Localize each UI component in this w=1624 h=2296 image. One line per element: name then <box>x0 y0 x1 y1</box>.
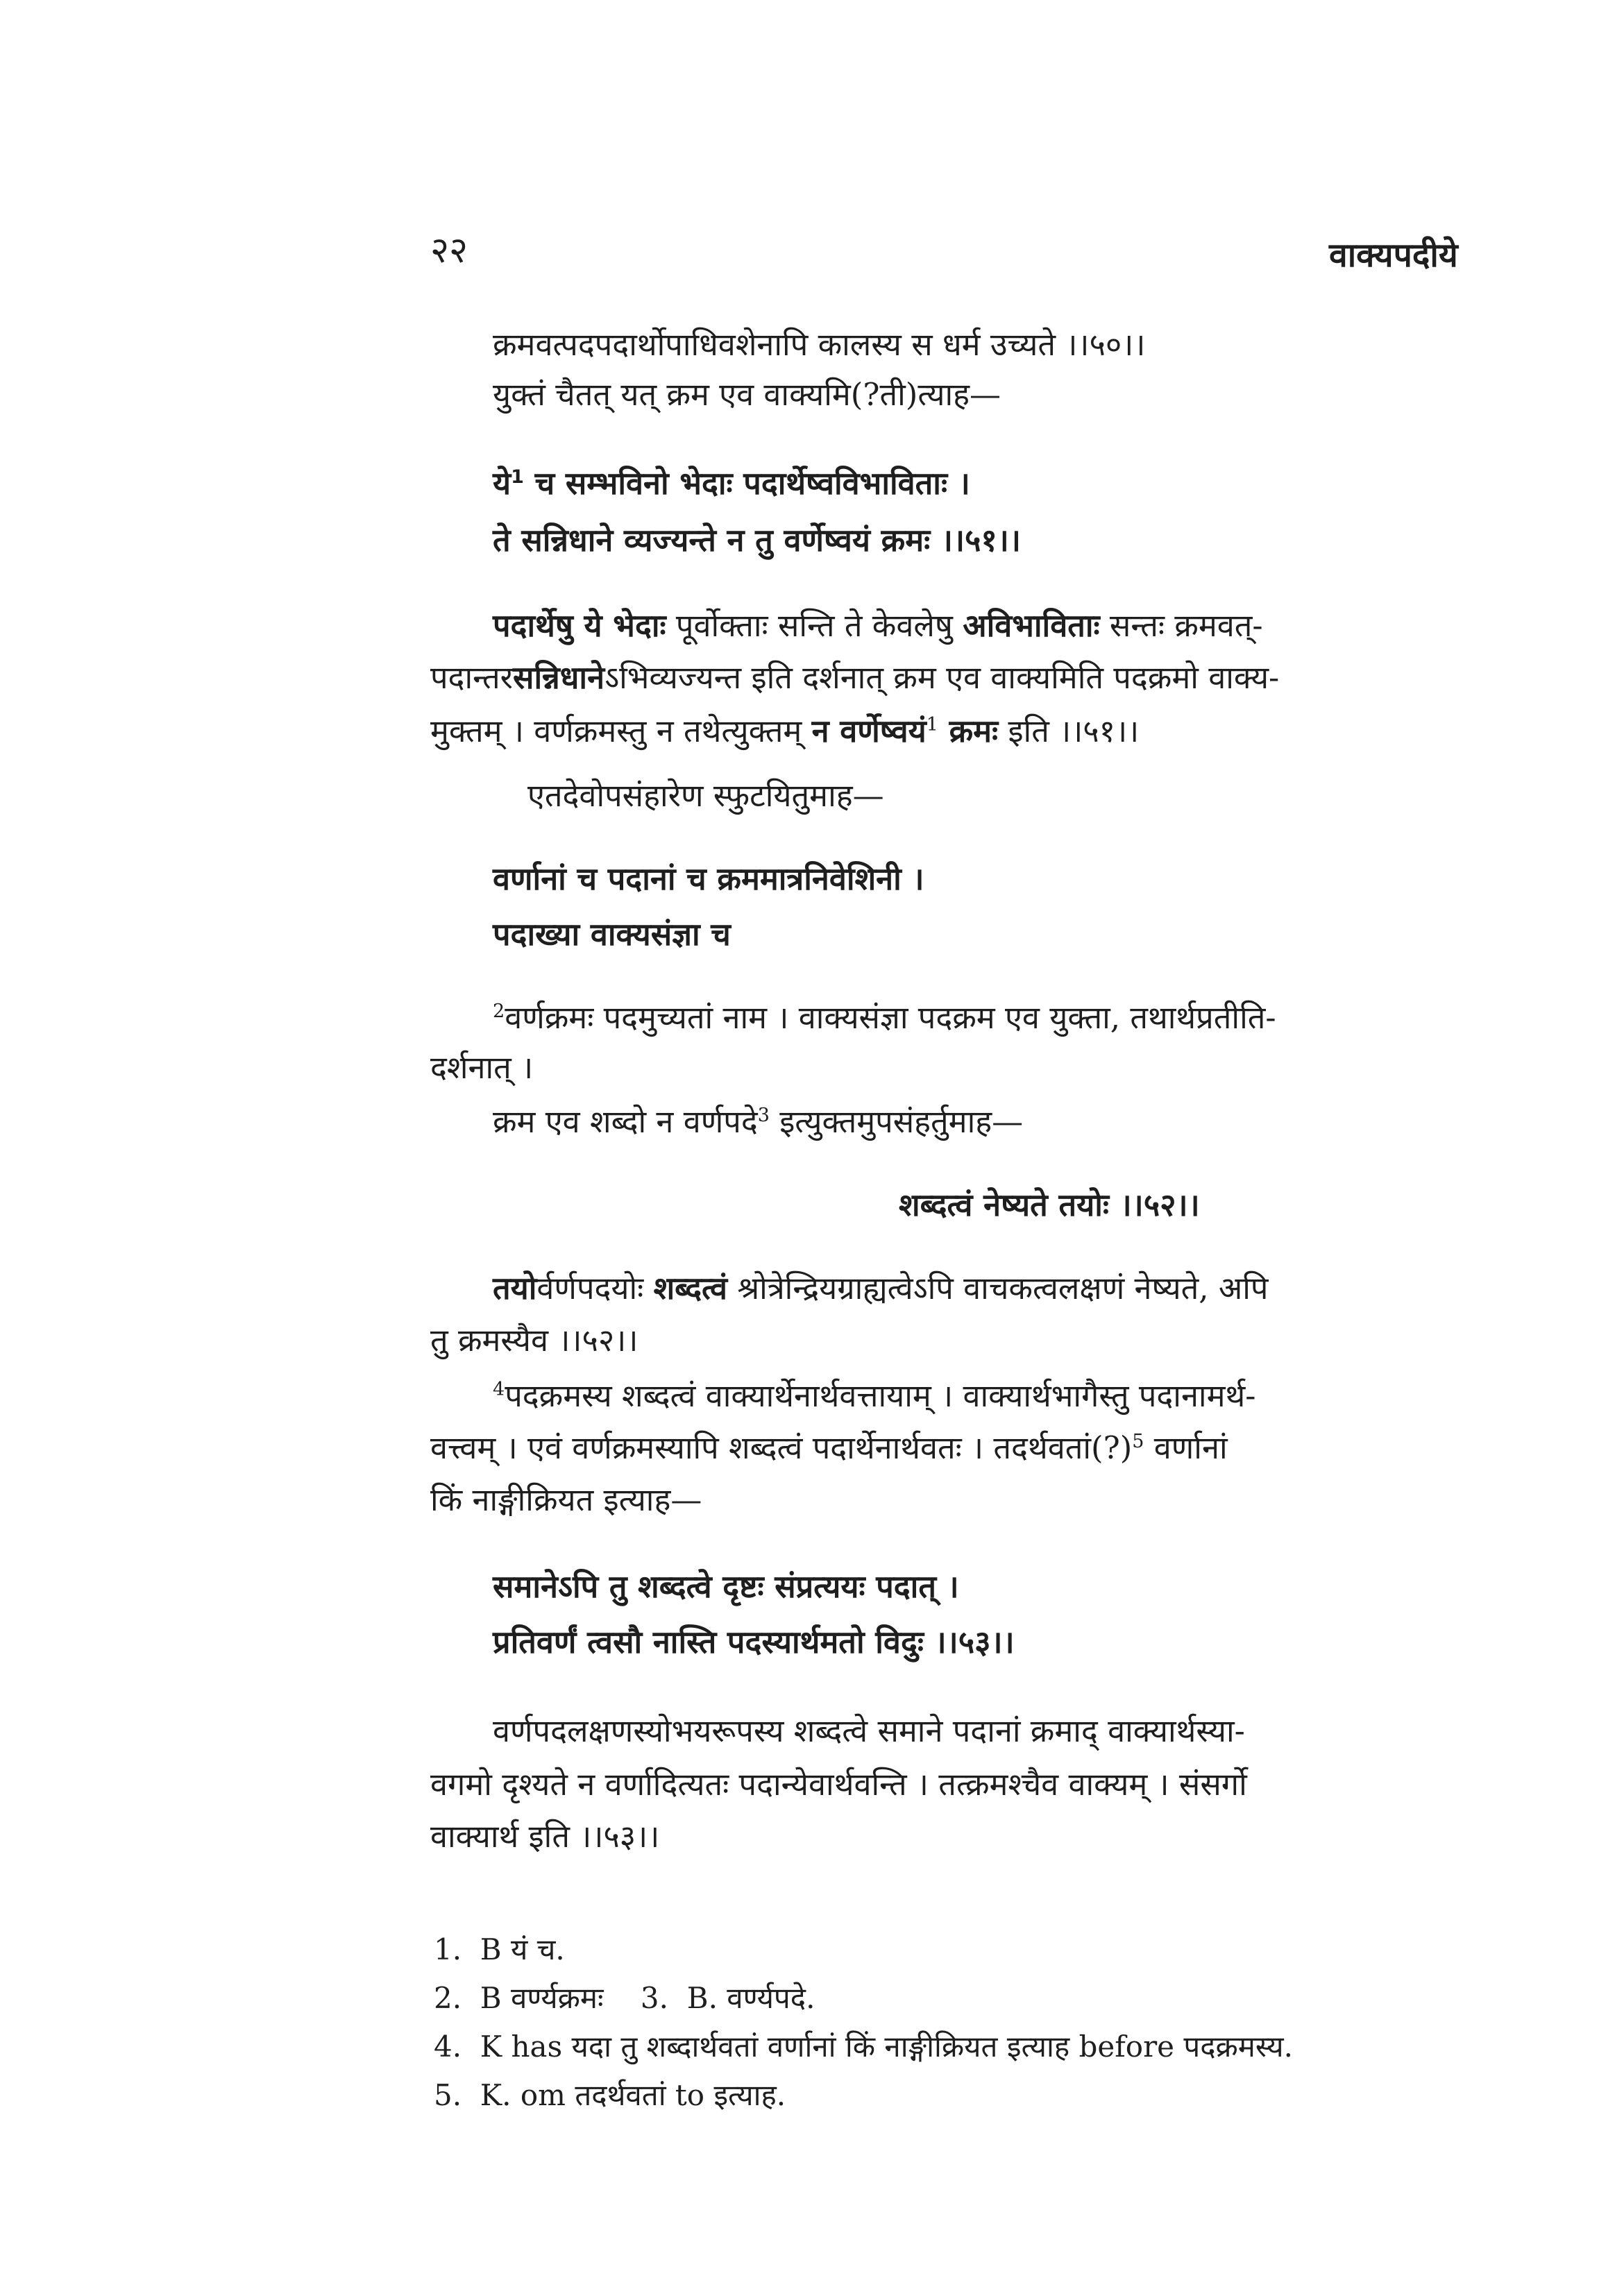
commentary-text: मुक्तम् । वर्णक्रमस्तु न तथेत्युक्तम् <box>430 713 812 749</box>
verse-line: शब्दत्वं नेष्यते तयोः ।।५२।। <box>899 1187 1200 1223</box>
bold-term: अविभाविताः <box>963 607 1100 644</box>
footnote-marker: 2 <box>493 1001 505 1022</box>
footnote-marker: 1 <box>511 466 524 488</box>
footnote <box>434 1932 565 1967</box>
text-line: एतदेवोपसंहारेण स्फुटयितुमाह— <box>527 777 884 814</box>
footnote-text: K has यदा तु शब्दार्थवतां वर्णानां किं नाङ्गीक्रियत इत्याह before पदक्रमस्य. <box>480 2030 1293 2064</box>
verse-text: ये <box>493 465 511 502</box>
commentary-line <box>430 1429 1228 1467</box>
commentary-line <box>493 607 1263 645</box>
footnote-marker: 3 <box>757 1105 770 1126</box>
footnote-marker: 4 <box>493 1379 505 1400</box>
verse-line: प्रतिवर्णं त्वसौ नास्ति पदस्यार्थमतो विदुः ।।५३।। <box>493 1624 1015 1660</box>
commentary-line <box>493 999 1276 1037</box>
text-line: युक्तं चैतत् यत् क्रम एव वाक्यमि(?ती)त्याह— <box>493 376 1001 413</box>
verse-line <box>493 465 970 502</box>
commentary-line <box>430 659 1279 697</box>
commentary-text: क्रम एव शब्दो न वर्णपदे <box>493 1103 758 1140</box>
page-number: २२ <box>430 230 468 271</box>
commentary-line <box>493 1377 1255 1415</box>
footnote-marker: 5 <box>1132 1431 1144 1452</box>
footnote-number: 3. <box>640 1981 668 2015</box>
bold-term: क्रमः <box>938 713 999 749</box>
commentary-line <box>493 1270 1268 1307</box>
commentary-text: इत्युक्तमुपसंहर्तुमाह— <box>769 1103 1024 1140</box>
footnote-text: B यं च. <box>480 1932 565 1966</box>
footnote-number: 1. <box>434 1932 462 1966</box>
verse-line: ते सन्निधाने व्यज्यन्ते न तु वर्णेष्वयं क्रमः ।।५१।। <box>493 522 1021 559</box>
verse-text: च सम्भविनो भेदाः पदार्थेष्वविभाविताः । <box>523 465 970 502</box>
running-title: वाक्यपदीये <box>1329 236 1458 275</box>
bold-term: न वर्णेष्वयं <box>811 713 927 749</box>
commentary-text: वर्णक्रमः पदमुच्यतां नाम । वाक्यसंज्ञा पदक्रम एव युक्ता, तथार्थप्रतीति- <box>505 999 1276 1036</box>
footnote-marker: 1 <box>926 714 938 735</box>
verse-line: वर्णानां च पदानां च क्रममात्रनिवेशिनी । <box>493 860 924 897</box>
bold-term: पदार्थेषु ये भेदाः <box>493 607 666 644</box>
footnote-text: K. om तदर्थवतां to इत्याह. <box>480 2078 786 2112</box>
footnote-number: 5. <box>434 2078 462 2112</box>
bold-term: शब्दत्वं <box>653 1270 728 1307</box>
commentary-text: वर्णानां <box>1144 1429 1228 1466</box>
commentary-text: इति ।।५१।। <box>998 713 1140 749</box>
commentary-text: ऽभिव्यज्यन्त इति दर्शनात् क्रम एव वाक्यमिति पदक्रमो वाक्य- <box>604 659 1280 696</box>
commentary-line: तु क्रमस्यैव ।।५२।। <box>430 1322 638 1359</box>
bold-term: सन्निधाने <box>513 659 605 696</box>
commentary-line: वर्णपदलक्षणस्योभयरूपस्य शब्दत्वे समाने पदानां क्रमाद् वाक्यार्थस्या- <box>493 1712 1245 1749</box>
commentary-line <box>493 1103 1023 1141</box>
commentary-line: किं नाङ्गीक्रियत इत्याह— <box>430 1481 702 1518</box>
commentary-line: वाक्यार्थ इति ।।५३।। <box>430 1818 660 1855</box>
commentary-line: वगमो दृश्यते न वर्णादित्यतः पदान्येवार्थवन्ति । तत्क्रमश्चैव वाक्यम् । संसर्गो <box>430 1766 1247 1803</box>
commentary-text: र्वर्णपदयोः <box>536 1270 654 1307</box>
text-line: क्रमवत्पदपदार्थोपाधिवशेनापि कालस्य स धर्म उच्यते ।।५०।। <box>493 326 1146 363</box>
commentary-text: पदक्रमस्य शब्दत्वं वाक्यार्थेनार्थवत्तायाम् । वाक्यार्थभागैस्तु पदानामर्थ- <box>505 1377 1256 1414</box>
commentary-text: सन्तः क्रमवत्- <box>1099 607 1263 644</box>
footnote-text: B वर्ण्यक्रमः <box>480 1981 604 2015</box>
footnote <box>434 1981 815 2016</box>
footnote-text: B. वर्ण्यपदे. <box>686 1981 815 2015</box>
verse-line: पदाख्या वाक्यसंज्ञा च <box>493 916 731 953</box>
footnote-number: 4. <box>434 2030 462 2064</box>
footnote <box>434 2030 1293 2064</box>
commentary-text: श्रोत्रेन्द्रियग्राह्यत्वेऽपि वाचकत्वलक्षणं नेष्यते, अपि <box>727 1270 1269 1307</box>
footnote-number: 2. <box>434 1981 462 2015</box>
commentary-text: वत्त्वम् । एवं वर्णक्रमस्यापि शब्दत्वं पदार्थेनार्थवतः । तदर्थवतां(?) <box>430 1429 1133 1466</box>
footnote <box>434 2078 786 2113</box>
bold-term: तयो <box>493 1270 537 1307</box>
commentary-line: दर्शनात् । <box>430 1049 534 1086</box>
commentary-line <box>430 713 1139 750</box>
commentary-text: पदान्तर <box>430 659 514 696</box>
verse-line: समानेऽपि तु शब्दत्वे दृष्टः संप्रत्ययः पदात् । <box>493 1568 959 1605</box>
commentary-text: पूर्वोक्ताः सन्ति ते केवलेषु <box>666 607 963 644</box>
